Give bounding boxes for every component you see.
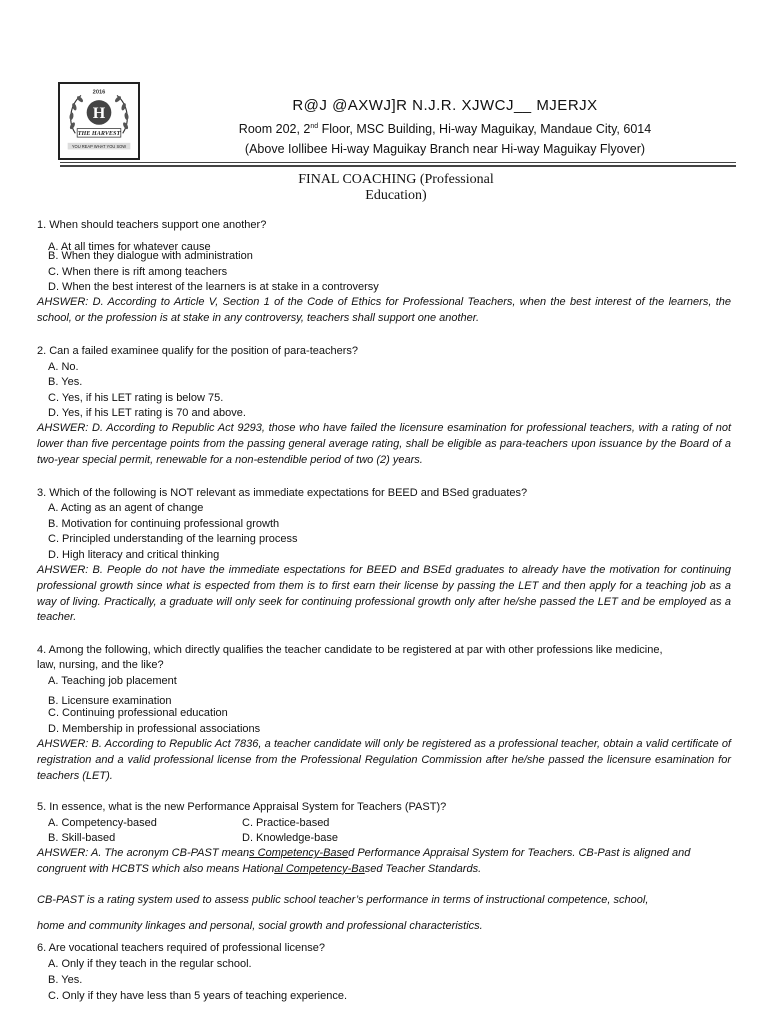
- question-4-option-c: C. Continuing professional education: [48, 707, 228, 719]
- question-1-option-d: D. When the best interest of the learners is at stake in a controversy: [48, 281, 379, 293]
- laurel-logo-icon: [60, 84, 138, 158]
- question-4-option-b: B. Licensure examination: [48, 695, 172, 707]
- header-divider: [60, 162, 736, 163]
- question-2-option-b: B. Yes.: [48, 376, 83, 388]
- logo-tagline: YOU REAP WHAT YOU SOW: [71, 144, 127, 150]
- answer-5-part-1: AHSWER: A. The acronym CB-PAST mean: [37, 847, 250, 859]
- question-1-option-c: C. When there is rift among teachers: [48, 266, 228, 278]
- question-6: 6. Are vocational teachers required of professional license?: [37, 942, 326, 954]
- answer-5-part-3: sed Teacher Standards.: [364, 862, 482, 875]
- document-title: [250, 172, 542, 204]
- question-6-option-a: A. Only if they teach in the regular school.: [48, 958, 252, 970]
- question-2-answer: AHSWER: D. According to Republic Act 9293, those who have failed the licensure esamination for professional teachers, with a rating of not lower than five percentage points from the passing general average rating, shall be eligible as para-teachers upon issuance by the Board of a two-year special permit, renewable for a non-estendible period of two (2) years.: [37, 422, 731, 466]
- question-1-answer: AHSWER: D. According to Article V, Section 1 of the Code of Ethics for Professional Teachers, when the best interest of the learners, the school, or the profession is at stake in any controversy, teachers shall support one another.: [37, 296, 731, 324]
- question-1-option-a: A. At all times for whatever cause: [48, 241, 211, 253]
- address-suffix: Floor, MSC Building, Hi-way Maguikay, Mandaue City, 6014: [318, 122, 652, 136]
- question-5-option-c: C. Practice-based: [242, 817, 330, 829]
- answer-5-underline-2: al Competency-Ba: [274, 862, 365, 875]
- question-4-line-2: law, nursing, and the like?: [37, 659, 164, 671]
- question-3-answer: AHSWER: B. People do not have the immediate espectations for BEED and BSEd graduates to already have the motivation for continuing professional growth since what is espected from them is to first earn their license by passing the LET and then apply for a teaching job as a way of living. Practically, a graduate will only seek for continuing professional growth only after he/she passed the LET and be employed as a teacher.: [37, 564, 731, 624]
- question-6-option-c: C. Only if they have less than 5 years of teaching experience.: [48, 990, 347, 1002]
- question-5-note-line-2: home and community linkages and personal, social growth and professional characteristics.: [37, 920, 483, 932]
- question-3-option-b: B. Motivation for continuing professional growth: [48, 518, 280, 530]
- question-5-option-a: A. Competency-based: [48, 817, 157, 829]
- question-4-line-1: 4. Among the following, which directly qualifies the teacher candidate to be registered at par with other professions like medicine,: [37, 644, 663, 656]
- question-5-note-line-1: CB-PAST is a rating system used to assess public school teacher’s performance in terms of instructional competence, school,: [37, 894, 649, 906]
- question-4-option-d: D. Membership in professional associations: [48, 723, 261, 735]
- question-2-option-c: C. Yes, if his LET rating is below 75.: [48, 392, 224, 404]
- address-prefix: Room 202, 2: [238, 122, 311, 136]
- question-3-option-c: C. Principled understanding of the learning process: [48, 533, 298, 545]
- question-5-option-d: D. Knowledge-base: [242, 832, 339, 844]
- question-3-option-a: A. Acting as an agent of change: [48, 502, 204, 514]
- question-1-option-b: B. When they dialogue with administration: [48, 250, 253, 262]
- address-superscript: nd: [310, 122, 319, 130]
- question-4-option-a: A. Teaching job placement: [48, 675, 177, 687]
- question-2-option-a: A. No.: [48, 361, 79, 373]
- institution-logo: [58, 82, 140, 160]
- address-line-1: [150, 122, 740, 136]
- address-line-2: (Above Iollibee Hi-way Maguikay Branch near Hi-way Maguikay Flyover): [244, 142, 646, 156]
- answer-5-part-2: d Performance Appraisal System for Teachers. CB-Past is aligned and congruent with HCBTS which also means Hation: [37, 847, 691, 875]
- question-3: 3. Which of the following is NOT relevant as immediate expectations for BEED and BSed graduates?: [37, 487, 528, 499]
- title-line-2: Education): [365, 188, 427, 203]
- answer-5-underline-1: s Competency-Base: [249, 847, 349, 859]
- question-5-answer: [37, 846, 731, 878]
- question-2: 2. Can a failed examinee qualify for the position of para-teachers?: [37, 345, 359, 357]
- question-4-answer: AHSWER: B. According to Republic Act 7836, a teacher candidate will only be registered as a professional teacher, obtain a valid certificate of registration and a valid professional license from the Professional Regulation Commission after he/she passed the licensure esamination for teachers (LET).: [37, 738, 731, 782]
- logo-name: THE HARVEST: [77, 131, 121, 138]
- header-divider-thick: [60, 165, 736, 167]
- question-3-option-d: D. High literacy and critical thinking: [48, 549, 220, 561]
- logo-letter: H: [92, 105, 106, 123]
- question-6-option-b: B. Yes.: [48, 974, 83, 986]
- title-line-1: FINAL COACHING (Professional: [298, 172, 494, 187]
- question-5-option-b: B. Skill-based: [48, 832, 116, 844]
- question-1: 1. When should teachers support one another?: [37, 219, 267, 231]
- institution-name: R@J @AXWJ]R N.J.R. XJWCJ__ MJERJX: [292, 97, 598, 114]
- logo-year: 2016: [92, 89, 106, 96]
- question-5: 5. In essence, what is the new Performance Appraisal System for Teachers (PAST)?: [37, 801, 447, 813]
- question-2-option-d: D. Yes, if his LET rating is 70 and above.: [48, 407, 246, 419]
